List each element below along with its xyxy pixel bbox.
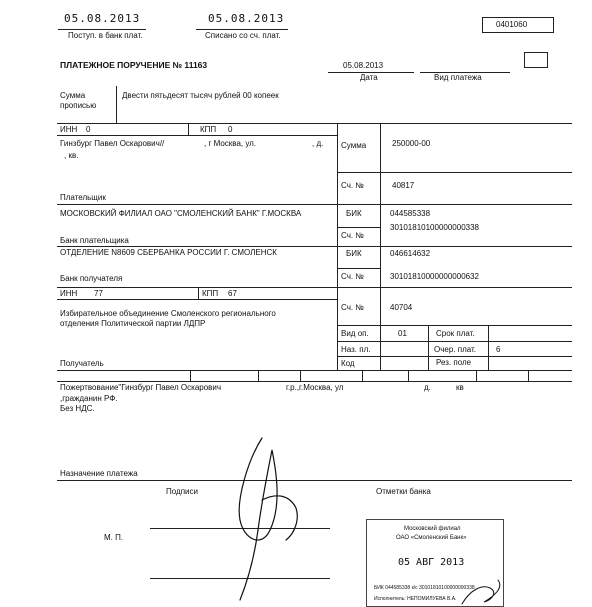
payer-bank-label: Банк плательщика [60,236,129,245]
purpose-line1-flat: кв [456,383,464,392]
purpose-label: Назначение платежа [60,469,138,478]
payer-name: Гинзбург Павел Оскарович// [60,139,165,148]
payer-bank-bik-label: БИК [346,209,362,218]
payer-inn-value: 0 [86,125,91,134]
payer-bank-bik-value: 044585338 [390,209,431,218]
priority-label: Очер. плат. [434,345,477,354]
payer-address-house: , д. [312,139,324,148]
payer-bank-corr-value: 30101810100000000338 [390,223,479,232]
stamp-date: 05 АВГ 2013 [398,557,465,568]
order-date: 05.08.2013 [343,61,384,70]
payer-label: Плательщик [60,193,106,202]
priority-value: 6 [496,345,501,354]
recipient-inn-label: ИНН [60,289,78,298]
stamp-executor-line: Исполнитель: НЕПОМИЛУЕВА В.А. [374,596,457,602]
payer-account-label: Сч. № [341,181,364,190]
purpose-line1-house: д. [424,383,431,392]
stamp-line2: ОАО «Смоленский Банк» [396,535,467,541]
recipient-account-label: Сч. № [341,303,364,312]
op-type-value: 01 [398,329,407,338]
stamp-line1: Московский филиал [404,526,461,532]
seal-label: М. П. [104,533,124,542]
form-code: 0401060 [496,20,528,29]
payment-type-label: Вид платежа [434,73,482,82]
recipient-kpp-value: 67 [228,289,237,298]
debited-date: 05.08.2013 [208,12,285,25]
signatures-label: Подписи [166,487,198,496]
recipient-label: Получатель [60,359,104,368]
recipient-bank-bik-value: 046614632 [390,249,431,258]
recipient-inn-value: 77 [94,289,103,298]
amount-label: Сумма [341,141,367,150]
amount-words-label-1: Сумма [60,91,86,100]
recipient-bank-label: Банк получателя [60,274,123,283]
purpose-line2: ,гражданин РФ. [60,394,118,403]
recipient-name-line1: Избирательное объединение Смоленского регионального [60,309,276,318]
order-date-label: Дата [360,73,378,82]
payer-bank-corr-label: Сч. № [341,231,364,240]
code-label: Код [341,359,355,368]
stamp-bik-line: БИК 044585338 к/с 30101810100000000338 [374,585,475,591]
order-title: ПЛАТЕЖНОЕ ПОРУЧЕНИЕ № 11163 [60,60,208,70]
recipient-bank-name: ОТДЕЛЕНИЕ N8609 СБЕРБАНКА РОССИИ Г. СМОЛЕНСК [60,248,277,257]
payer-address-city: , г Москва, ул. [204,139,257,148]
purpose-line1-address: г.р.,г.Москва, ул [286,383,344,392]
payer-account-value: 40817 [392,181,415,190]
amount-words-label-2: прописью [60,101,97,110]
purpose-code-label: Наз. пл. [341,345,371,354]
payer-address-flat: , кв. [64,151,79,160]
purpose-line3: Без НДС. [60,404,95,413]
recipient-kpp-label: КПП [202,289,219,298]
payer-kpp-value: 0 [228,125,233,134]
recipient-bank-corr-label: Сч. № [341,272,364,281]
recipient-bank-corr-value: 30101810000000000632 [390,272,479,281]
received-label: Поступ. в банк плат. [68,31,143,40]
recipient-bank-bik-label: БИК [346,249,362,258]
reserve-field-label: Рез. поле [436,358,472,367]
purpose-line1-name: Пожертвование"Гинзбург Павел Оскарович [60,383,222,392]
payer-bank-name: МОСКОВСКИЙ ФИЛИАЛ ОАО "СМОЛЕНСКИЙ БАНК" Г.МОСКВА [60,209,302,218]
recipient-account-value: 40704 [390,303,413,312]
bank-marks-label: Отметки банка [376,487,431,496]
debited-label: Списано со сч. плат. [205,31,281,40]
recipient-name-line2: отделения Политической партии ЛДПР [60,319,206,328]
payer-kpp-label: КПП [200,125,217,134]
amount-value: 250000-00 [392,139,431,148]
op-type-label: Вид оп. [341,329,369,338]
received-date: 05.08.2013 [64,12,141,25]
payment-term-label: Срок плат. [436,329,475,338]
payer-inn-label: ИНН [60,125,78,134]
amount-words-value: Двести пятьдесят тысяч рублей 00 копеек [122,91,279,100]
